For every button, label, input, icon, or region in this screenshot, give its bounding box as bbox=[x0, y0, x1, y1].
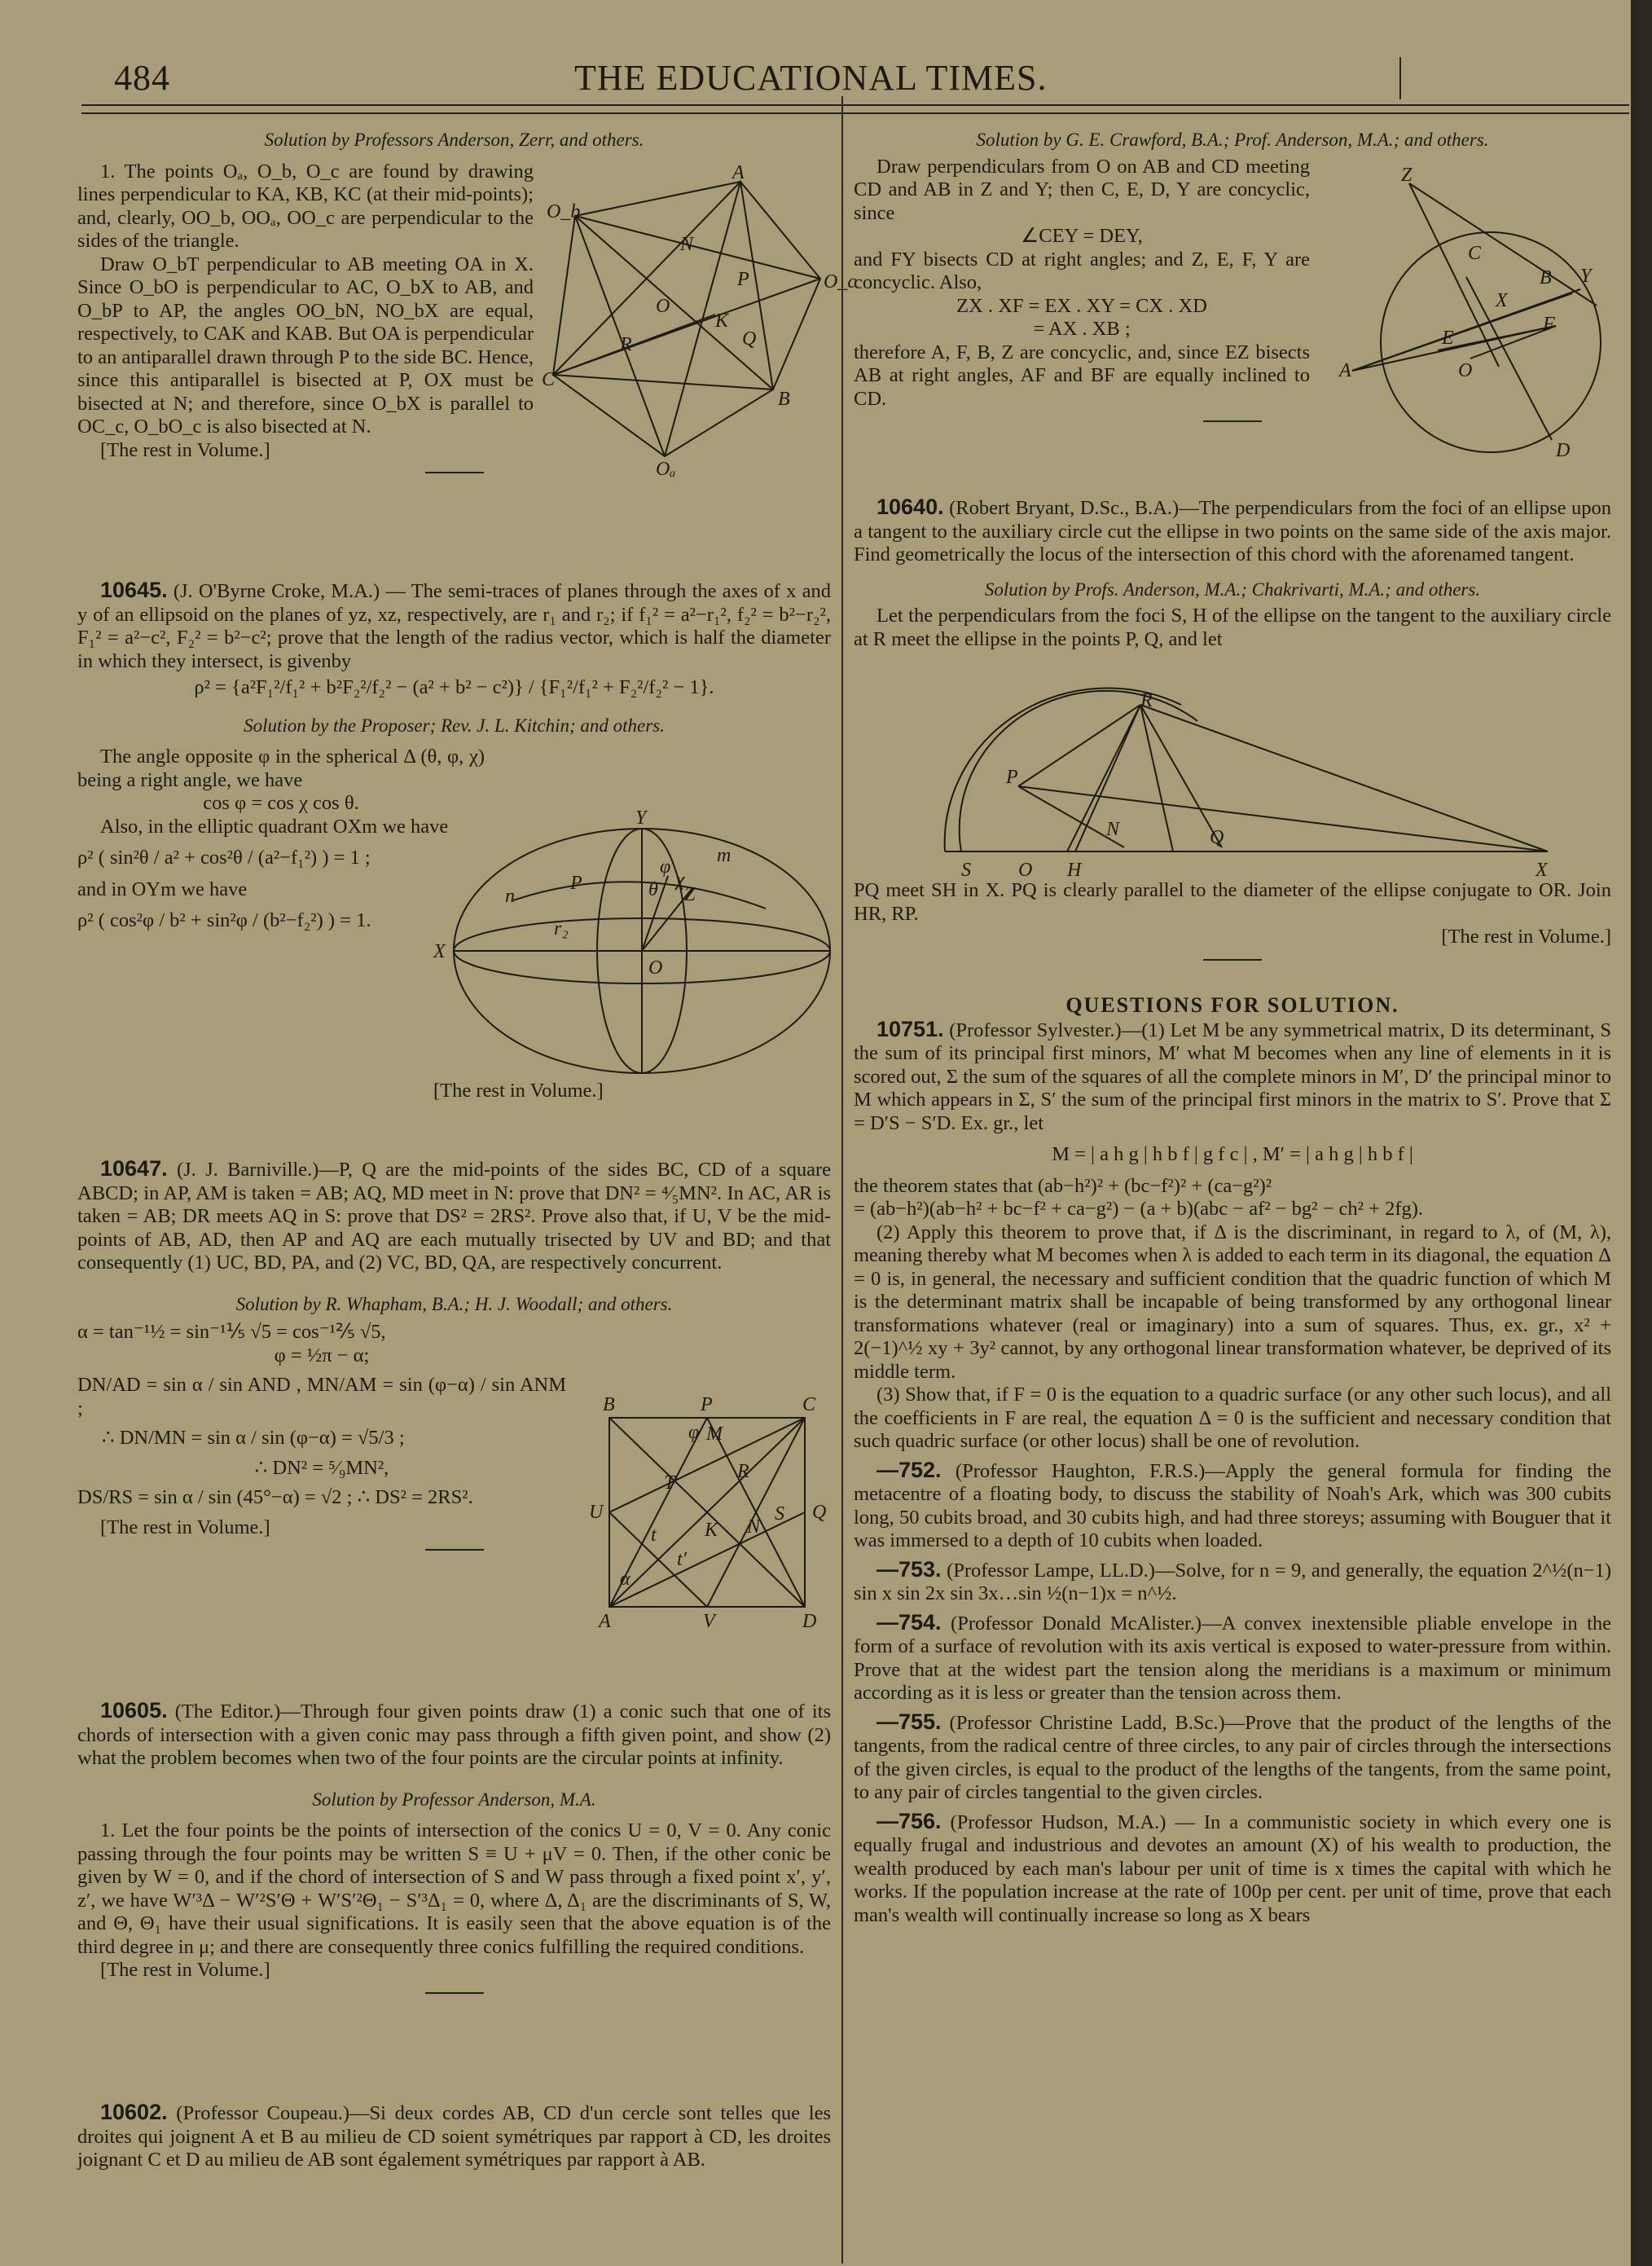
question-text: (J. O'Byrne Croke, M.A.) — The semi-traces of planes through the axes of x and y of an ellipsoid on the planes of yz, xz, respectively, are r₁ and r₂; if f₁² = a²−r₁², f₂² = b²−r₂², F₁² = a²−c², F₂² = b²−c²; prove that the length of the radius vector, which is half the diameter in which they intersect, is givenby bbox=[77, 580, 832, 672]
label: U bbox=[589, 1502, 604, 1523]
question-number: 10645. bbox=[100, 578, 168, 602]
solution-heading: Solution by Professor Anderson, M.A. bbox=[312, 1789, 596, 1810]
label: Q bbox=[742, 328, 757, 350]
label: F bbox=[1543, 314, 1555, 335]
question-number: 10605. bbox=[100, 1698, 168, 1723]
question-number: 10640. bbox=[877, 495, 944, 519]
question-number: —755. bbox=[877, 1709, 942, 1734]
figure-triangle bbox=[542, 162, 856, 480]
question-10605 bbox=[77, 1699, 831, 2004]
figure-line bbox=[1140, 705, 1173, 851]
section-heading: QUESTIONS FOR SOLUTION. bbox=[1065, 993, 1399, 1017]
formula: ρ² = {a²F₁²/f₁² + b²F₂²/f₂² − (a² + b² − c²)} / {F₁²/f₁² + F₂²/f₂² − 1}. bbox=[194, 676, 714, 698]
formula: ∴ DN/MN = sin α / sin (φ−α) = √5/3 ; bbox=[102, 1427, 405, 1449]
label: K bbox=[715, 310, 729, 332]
label: O bbox=[648, 957, 663, 979]
label: B bbox=[778, 389, 790, 410]
question-text: (Professor Donald McAlister.)—A convex inextensible pliable envelope in the form of a surface of revolution with its axis vertical is exposed to water-pressure from within. Prove that at the widest part the tension along the meridians is a maximum or minimum according as it is less or greater than the tension across them. bbox=[854, 1612, 1611, 1704]
figure-square bbox=[566, 1389, 835, 1650]
paragraph: (3) Show that, if F = 0 is the equation to a quadric surface (or any other such locus), and all the coefficients in F are real, the equation Δ = 0 is the sufficient and necessary condition that such quadric surface (or other locus) shall be one of revolution. bbox=[854, 1384, 1611, 1452]
paragraph: PQ meet SH in X. PQ is clearly parallel to the diameter of the ellipse conjugate to OR. Join HR, RP. bbox=[854, 879, 1611, 925]
label: D bbox=[802, 1611, 817, 1632]
label: X bbox=[433, 941, 446, 962]
label: t bbox=[651, 1525, 657, 1546]
formula: α = tan⁻¹½ = sin⁻¹⅕ √5 = cos⁻¹⅖ √5, bbox=[77, 1321, 386, 1343]
formula: ρ² ( sin²θ / a² + cos²θ / (a²−f₁²) ) = 1 ; bbox=[77, 847, 371, 869]
figure-line bbox=[1140, 705, 1548, 851]
label: S bbox=[775, 1503, 784, 1525]
solution-heading: Solution by G. E. Crawford, B.A.; Prof. Anderson, M.A.; and others. bbox=[976, 130, 1489, 150]
figure-line bbox=[1067, 705, 1140, 851]
formula: = (ab−h²)(ab−h² + bc−f² + ca−g²) − (a + b)(abc − af² − bg² − ch² + 2fg). bbox=[854, 1198, 1424, 1220]
label: O_b bbox=[547, 201, 581, 222]
matrix-formula: M = | a h g | h b f | g f c | , M′ = | a h g | h b f | bbox=[1052, 1143, 1413, 1165]
formula: = AX . XB ; bbox=[1033, 318, 1131, 340]
figure-ellipse-tangent bbox=[929, 689, 1564, 913]
figure-line bbox=[1381, 232, 1601, 452]
label: χ bbox=[676, 869, 685, 891]
label: α bbox=[620, 1569, 630, 1590]
paragraph: therefore A, F, B, Z are concyclic, and, since EZ bisects AB at right angles, AF and BF are equally inclined to CD. bbox=[854, 341, 1310, 410]
label: R bbox=[737, 1461, 749, 1482]
formula: DN/AD = sin α / sin AND , MN/AM = sin (φ−α) / sin ANM ; bbox=[77, 1374, 566, 1419]
divider bbox=[1203, 420, 1262, 422]
label: φ bbox=[688, 1422, 700, 1443]
solution-heading: Solution by the Proposer; Rev. J. L. Kitchin; and others. bbox=[244, 715, 665, 736]
label: S bbox=[961, 860, 971, 881]
label: m bbox=[717, 845, 732, 866]
label: B bbox=[1540, 267, 1552, 288]
question-text: (Professor Haughton, F.R.S.)—Apply the general formula for finding the metacentre of a floating body, to discuss the stability of Noah's Ark, which was 300 cubits long, 50 cubits broad, and 30 cubits high, and had three storeys; assuming with Bouguer that it was immersed to a depth of 10 cubits when loaded. bbox=[854, 1459, 1611, 1551]
label: Oₐ bbox=[656, 459, 676, 480]
label: R bbox=[620, 334, 632, 355]
question-10602 bbox=[77, 2101, 831, 2172]
formula: ρ² ( cos²φ / b² + sin²φ / (b²−f₂²) ) = 1. bbox=[77, 909, 371, 931]
label: P bbox=[1006, 767, 1018, 788]
question-number: —753. bbox=[877, 1556, 942, 1582]
header-mark bbox=[1399, 57, 1401, 99]
rest-in-volume: [The rest in Volume.] bbox=[100, 1516, 270, 1538]
header-rule bbox=[81, 104, 1629, 106]
figure-line bbox=[1140, 705, 1222, 847]
label: E bbox=[1442, 328, 1454, 349]
question-text: (The Editor.)—Through four given points draw (1) a conic such that one of its chords of intersection with a given conic may pass through a fifth given point, and show (2) what the problem becomes when two of the four points are the circular points at infinity. bbox=[77, 1701, 831, 1769]
solution-heading: Solution by Professors Anderson, Zerr, and others. bbox=[264, 130, 644, 150]
paragraph: and in OYm we have bbox=[77, 878, 248, 900]
paragraph: Let the perpendiculars from the foci S, H of the ellipse on the tangent to the auxiliary circle at R meet the ellipse in the points P, Q, and let bbox=[854, 605, 1611, 650]
question-text: (Professor Coupeau.)—Si deux cordes AB, CD d'un cercle sont telles que les droites qui joignent A et B au milieu de CD soient symétriques par rapport à CD, les droites joignant C et D au milieu de AB sont également symétriques par rapport à AB. bbox=[77, 2102, 831, 2171]
question-text: (Professor Sylvester.)—(1) Let M be any symmetrical matrix, D its determinant, S the sum of its principal first minors, M′ what M becomes when any line of elements in it is scored out, Σ the sum of the squares of all the complete minors in M′, D′ the principal minor to M which appears in Σ, S′ the sum of the principal first minors in the matrix to S′. Prove that Σ = D′S − S′D. Ex. gr., let bbox=[854, 1019, 1612, 1134]
formula: φ = ½π − α; bbox=[274, 1344, 370, 1366]
label: T bbox=[664, 1472, 675, 1494]
label: C bbox=[802, 1394, 816, 1415]
solution-heading: Solution by R. Whapham, B.A.; H. J. Woodall; and others. bbox=[235, 1293, 673, 1314]
label: K bbox=[705, 1520, 718, 1541]
paragraph: 1. The points Oₐ, O_b, O_c are found by drawing lines perpendicular to KA, KB, KC (at their mid-points); and, clearly, OO_b, OOₐ, OO_c are perpendicular to the sides of the triangle. bbox=[77, 160, 534, 252]
figure-line bbox=[553, 315, 715, 375]
page-number: 484 bbox=[114, 58, 170, 98]
label: φ bbox=[660, 856, 671, 878]
rest-in-volume: [The rest in Volume.] bbox=[433, 1080, 604, 1102]
paragraph: (2) Apply this theorem to prove that, if Δ is the discriminant, in regard to λ, of (M, λ), meaning thereby what M becomes when λ is added to each term in its diagonal, the equation Δ = 0 is, in general, the necessary and sufficient condition that the quadric function of which M is the determinant matrix shall be incapable of being transformed by any orthogonal linear transformations whatever (real or imaginary) into a sum of squares. Thus, ex. gr., x² + 2(−1)^½ xy + 3y² cannot, by any orthogonal linear transformation whatever, be deprived of its middle term. bbox=[854, 1221, 1611, 1383]
figure-line bbox=[1018, 786, 1548, 851]
question-text: (Professor Christine Ladd, B.Sc.)—Prove that the product of the lengths of the tangents, from the radical centre of three circles, to any pair of circles through the intersections of the given circles, is equal to the product of the lengths of the tangents, from the same point, to any pair of circles tangential to the given circles. bbox=[854, 1711, 1611, 1803]
question-text: (Professor Hudson, M.A.) — In a communistic society in which every one is equally frugal and industrious and devotes an amount (X) of his wealth to production, the wealth produced by each man's labour per unit of time is x times the capital with which he works. If the population increase at the rate of 100p per cent. per unit of time, prove that each man's wealth will continually increase so long as X bears bbox=[854, 1811, 1612, 1926]
label: r₂ bbox=[554, 918, 569, 939]
question-number: 10602. bbox=[100, 2100, 168, 2124]
label: C bbox=[542, 369, 556, 390]
paragraph: 1. Let the four points be the points of intersection of the conics U = 0, V = 0. Any conic passing through the four points may be written S ≡ U + μV = 0. Then, if the other conic be given by W = 0, and if the chord of intersection of S and W pass through a fixed point x′, y′, z′, we have W′³Δ − W′²S′Θ + W′S′²Θ₁ − S′³Δ₁ = 0, where Δ, Δ₁ are the discriminants of S, W, and Θ, Θ₁ have their usual significations. It is easily seen that the above equation is of the third degree in μ; and there are consequently three conics fulfilling the required conditions. bbox=[77, 1819, 831, 1958]
label: O bbox=[1458, 360, 1473, 381]
rest-in-volume: [The rest in Volume.] bbox=[100, 1959, 270, 1981]
label: O_c bbox=[824, 271, 856, 293]
figure-line bbox=[1466, 277, 1552, 440]
paragraph: The angle opposite φ in the spherical Δ (θ, φ, χ) being a right angle, we have bbox=[77, 746, 485, 791]
question-number: 10751. bbox=[877, 1016, 944, 1041]
label: O bbox=[1018, 860, 1033, 881]
formula: ∴ DN² = ⁵⁄₉MN², bbox=[254, 1456, 389, 1479]
label: X bbox=[1536, 860, 1548, 881]
label: θ bbox=[648, 879, 658, 900]
label: R bbox=[1140, 690, 1153, 711]
label: Q bbox=[812, 1502, 827, 1523]
formula: the theorem states that (ab−h²)² + (bc−f²)² + (ca−g²)² bbox=[854, 1174, 1272, 1197]
divider bbox=[425, 1549, 484, 1551]
divider bbox=[425, 472, 484, 473]
question-text: (Professor Lampe, LL.D.)—Solve, for n = 9, and generally, the equation 2^½(n−1) sin x sin 2x sin 3x…sin ½(n−1)x = n^½. bbox=[854, 1559, 1611, 1604]
solution-heading: Solution by Profs. Anderson, M.A.; Chakrivarti, M.A.; and others. bbox=[984, 579, 1481, 600]
label: X bbox=[1496, 290, 1508, 311]
question-number: —752. bbox=[877, 1457, 942, 1482]
header-rule-2 bbox=[81, 112, 1629, 114]
rest-in-volume: [The rest in Volume.] bbox=[100, 438, 270, 461]
label: C bbox=[1468, 243, 1482, 264]
paragraph: and FY bisects CD at right angles; and Z, E, F, Y are concyclic. Also, bbox=[854, 248, 1310, 293]
figure-line bbox=[1352, 326, 1556, 371]
question-number: —754. bbox=[877, 1609, 942, 1635]
label: Y bbox=[635, 807, 647, 829]
question-text: (Robert Bryant, D.Sc., B.A.)—The perpendiculars from the foci of an ellipse upon a tangent to the auxiliary circle cut the ellipse in two points on the same side of the axis major. Find geometrically the locus of the intersection of this chord with the aforenamed tangent. bbox=[854, 497, 1611, 565]
label: V bbox=[703, 1611, 715, 1632]
formula: cos φ = cos χ cos θ. bbox=[203, 792, 359, 814]
label: P bbox=[701, 1394, 713, 1415]
formula: ZX . XF = EX . XY = CX . XD bbox=[956, 294, 1207, 317]
label: O bbox=[656, 296, 670, 317]
formula: ∠CEY = DEY, bbox=[1021, 225, 1143, 247]
questions-section bbox=[854, 994, 1611, 1927]
label: B bbox=[603, 1394, 615, 1415]
label: A bbox=[732, 162, 745, 183]
divider bbox=[425, 1992, 484, 1994]
paragraph: Draw perpendiculars from O on AB and CD meeting CD and AB in Z and Y; then C, E, D, Y are concyclic, since bbox=[854, 155, 1310, 224]
label: N bbox=[1106, 819, 1120, 840]
scan-edge bbox=[1631, 0, 1652, 2266]
label: t′ bbox=[677, 1549, 687, 1570]
figure-line bbox=[1409, 183, 1499, 367]
formula: DS/RS = sin α / sin (45°−α) = √2 ; ∴ DS² = 2RS². bbox=[77, 1486, 473, 1508]
label: Z bbox=[1401, 165, 1413, 186]
label: P bbox=[570, 873, 582, 894]
figure-ellipsoid bbox=[424, 807, 839, 1080]
question-number: 10647. bbox=[100, 1156, 168, 1181]
label: D bbox=[1556, 440, 1571, 461]
paragraph: Draw O_bT perpendicular to AB meeting OA in X. Since O_bO is perpendicular to AC, O_bX to AB, and O_bP to AP, the angles OO_bN, NO_bX are equal, respectively, to CAK and KAB. But OA is perpendicular to an antiparallel drawn through P to the side BC. Hence, since this antiparallel is bisected at P, OX must be bisected at N; and therefore, since O_bX is parallel to OC_c, O_bO_c is also bisected at N. bbox=[77, 253, 534, 438]
label: A bbox=[599, 1611, 611, 1632]
paragraph: Also, in the elliptic quadrant OXm we have bbox=[100, 815, 449, 838]
label: Y bbox=[1580, 266, 1592, 287]
label: H bbox=[1067, 860, 1082, 881]
divider bbox=[1203, 959, 1262, 961]
figure-line bbox=[513, 882, 766, 909]
label: P bbox=[737, 269, 749, 290]
hexagon-lines bbox=[553, 182, 820, 456]
figure-line bbox=[1409, 183, 1597, 306]
page-title: THE EDUCATIONAL TIMES. bbox=[574, 58, 1048, 98]
label: Z bbox=[684, 884, 696, 905]
question-number: —756. bbox=[877, 1808, 942, 1833]
question-text: (J. J. Barniville.)—P, Q are the mid-points of the sides BC, CD of a square ABCD; in AP, AM is taken = AB; AQ, MD meet in N: prove that DN² = ⁴⁄₅MN². In AC, AR is taken = AB; DR meets AQ in S: prove that DS² = 2RS². Prove also that, if U, V be the mid-points of AB, AD, then AP and AQ are each mutually trisected by UV and BD; and that consequently (1) UC, BD, PA, and (2) VC, BD, QA, are respectively concurrent. bbox=[77, 1159, 831, 1274]
label: N bbox=[680, 234, 694, 255]
label: M bbox=[706, 1423, 723, 1445]
rest-in-volume: [The rest in Volume.] bbox=[1441, 926, 1611, 948]
label: N bbox=[747, 1516, 761, 1538]
label: n bbox=[505, 886, 515, 907]
label: Q bbox=[1210, 827, 1224, 848]
label: A bbox=[1339, 360, 1351, 381]
figure-circle bbox=[1336, 163, 1613, 464]
